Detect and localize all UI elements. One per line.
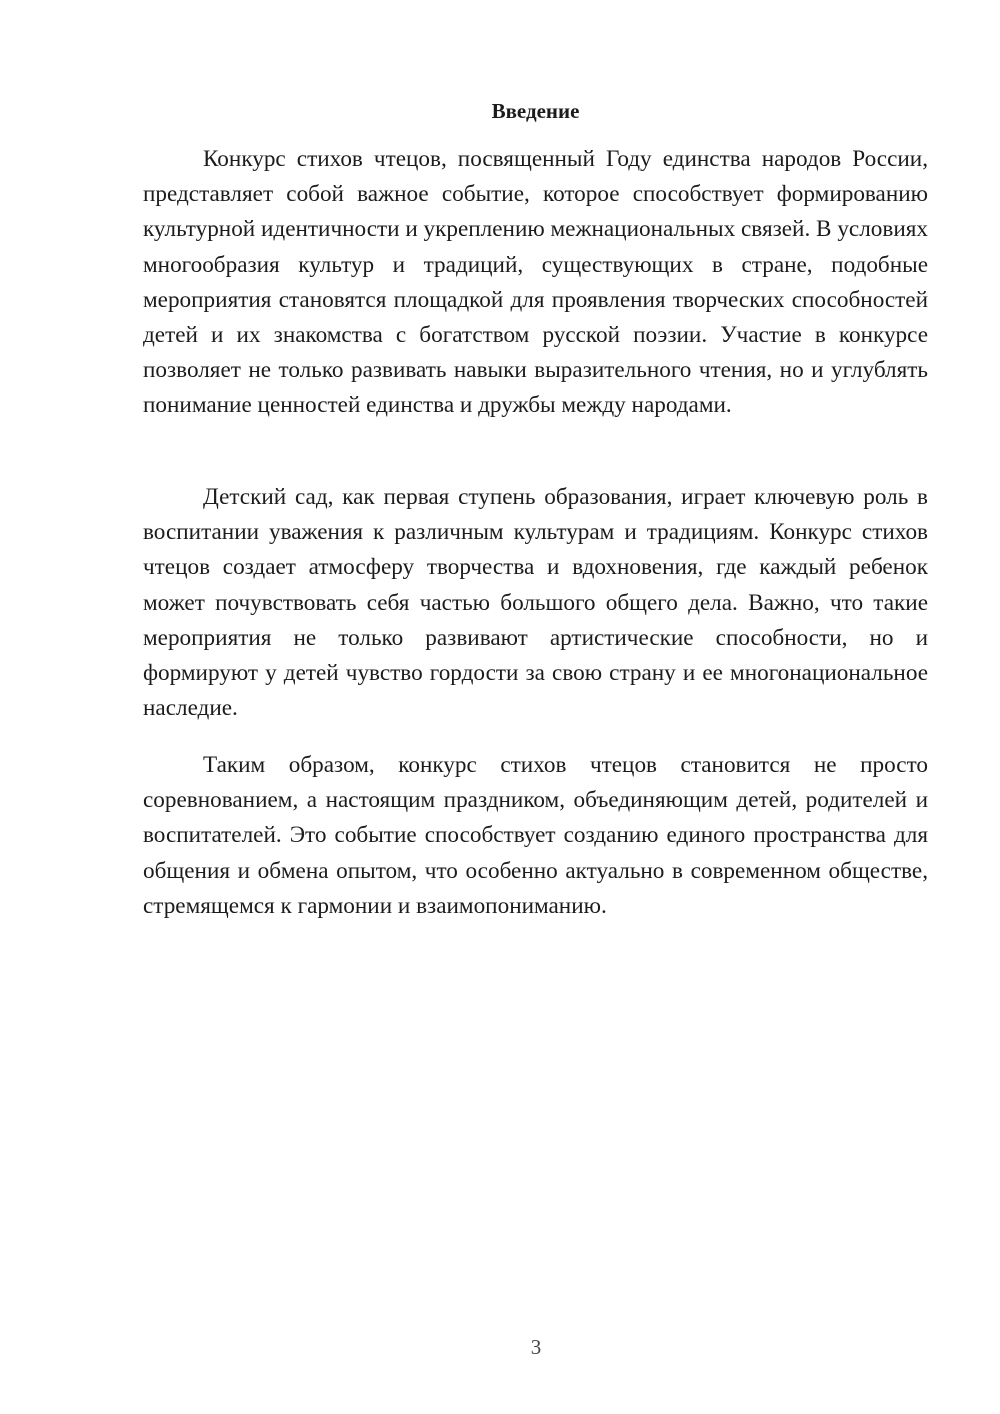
paragraph-2: Детский сад, как первая ступень образования, играет ключевую роль в воспитании уважения к различным культурам и традициям. Конкурс стихов чтецов создает атмосферу творчества и вдохновения, где каждый ребенок может почувствовать себя частью большого общего дела. Важно, что такие мероприятия не только развивают артистические способности, но и формируют у детей чувство гордости за свою страну и ее многонациональное наследие.	[143, 484, 928, 722]
paragraph-3: Таким образом, конкурс стихов чтецов становится не просто соревнованием, а настоящим праздником, объединяющим детей, родителей и воспитателей. Это событие способствует созданию единого пространства для общения и обмена опытом, что особенно актуально в современном обществе, стремящемся к гармонии и взаимопониманию.	[143, 752, 928, 919]
page-number: 3	[530, 1335, 542, 1359]
section-heading: Введение	[491, 99, 580, 123]
heading-container	[143, 97, 928, 125]
paragraph-1: Конкурс стихов чтецов, посвященный Году единства народов России, представляет собой важное событие, которое способствует формированию культурной идентичности и укреплению межнациональных связей. В условиях многообразия культур и традиций, существующих в стране, подобные мероприятия становятся площадкой для проявления творческих способностей детей и их знакомства с богатством русской поэзии. Участие в конкурсе позволяет не только развивать навыки выразительного чтения, но и углублять понимание ценностей единства и дружбы между народами.	[143, 146, 928, 419]
